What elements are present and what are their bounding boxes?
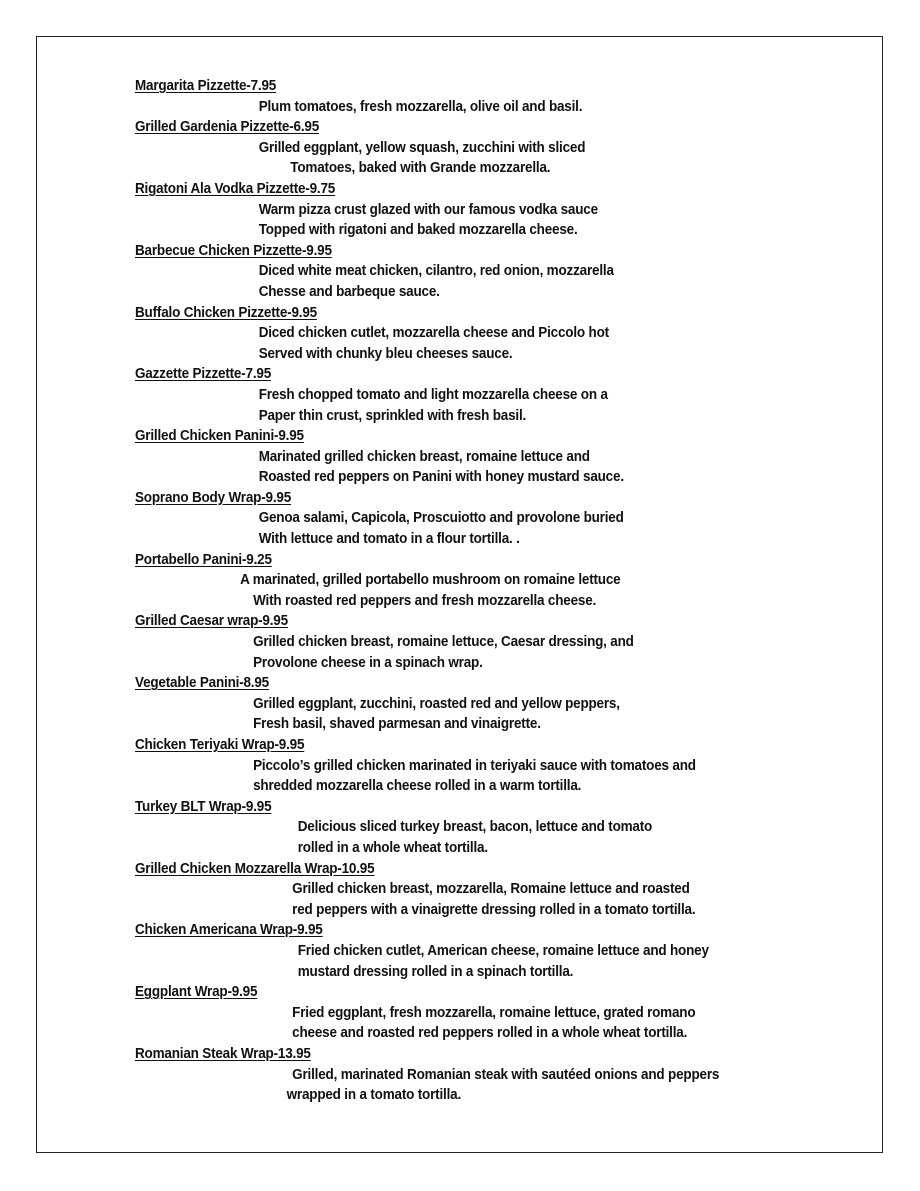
menu-item-description: Fried eggplant, fresh mozzarella, romaine lettuce, grated romano bbox=[292, 1004, 696, 1021]
menu-item-title: Buffalo Chicken Pizzette-9.95 bbox=[135, 304, 317, 321]
menu-item-description: Topped with rigatoni and baked mozzarella cheese. bbox=[258, 222, 578, 239]
menu-item-title: Barbecue Chicken Pizzette-9.95 bbox=[135, 242, 332, 259]
menu-item-buffalo-chicken-pizzette bbox=[135, 303, 835, 365]
menu-item-description: Diced chicken cutlet, mozzarella cheese and Piccolo hot bbox=[258, 325, 609, 342]
menu-item-description: Genoa salami, Capicola, Proscuiotto and provolone buried bbox=[258, 510, 624, 527]
menu-item-description: With lettuce and tomato in a flour tortilla. . bbox=[258, 531, 520, 548]
menu-item-title: Soprano Body Wrap-9.95 bbox=[135, 489, 292, 506]
menu-item-description: cheese and roasted red peppers rolled in a whole wheat tortilla. bbox=[292, 1025, 688, 1042]
menu-item-title: Rigatoni Ala Vodka Pizzette-9.75 bbox=[135, 180, 336, 197]
menu-item-description: A marinated, grilled portabello mushroom on romaine lettuce bbox=[240, 572, 621, 589]
menu-item-chicken-americana-wrap bbox=[135, 920, 835, 982]
menu-item-description: Tomatoes, baked with Grande mozzarella. bbox=[290, 160, 551, 177]
menu-item-eggplant-wrap bbox=[135, 982, 835, 1044]
menu-item-grilled-gardenia-pizzette bbox=[135, 117, 835, 179]
menu-item-description: Grilled eggplant, yellow squash, zucchini with sliced bbox=[258, 139, 586, 156]
menu-item-title: Grilled Chicken Mozzarella Wrap-10.95 bbox=[135, 860, 375, 877]
menu-item-grilled-chicken-panini bbox=[135, 426, 835, 488]
menu-item-title: Margarita Pizzette-7.95 bbox=[135, 78, 277, 94]
menu-item-description: With roasted red peppers and fresh mozzarella cheese. bbox=[253, 592, 597, 609]
menu-item-description: shredded mozzarella cheese rolled in a warm tortilla. bbox=[253, 778, 582, 795]
menu-item-title: Vegetable Panini-8.95 bbox=[135, 675, 270, 692]
menu-item-description: Provolone cheese in a spinach wrap. bbox=[253, 654, 483, 671]
menu-item-description: mustard dressing rolled in a spinach tortilla. bbox=[297, 963, 574, 980]
menu-item-description: Fresh chopped tomato and light mozzarella cheese on a bbox=[258, 386, 608, 403]
menu-item-description: Paper thin crust, sprinkled with fresh basil. bbox=[258, 407, 527, 424]
menu-item-description: red peppers with a vinaigrette dressing rolled in a tomato tortilla. bbox=[292, 901, 696, 918]
menu-item-romanian-steak-wrap bbox=[135, 1044, 835, 1106]
menu-item-title: Chicken Americana Wrap-9.95 bbox=[135, 922, 323, 939]
menu-item-gazzette-pizzette bbox=[135, 364, 835, 426]
menu-item-description: rolled in a whole wheat tortilla. bbox=[297, 839, 488, 856]
menu-item-description: Fresh basil, shaved parmesan and vinaigrette. bbox=[253, 716, 541, 733]
menu-item-vegetable-panini bbox=[135, 673, 835, 735]
menu-item-description: Grilled, marinated Romanian steak with sautéed onions and peppers bbox=[292, 1066, 720, 1083]
menu-item-grilled-caesar-wrap bbox=[135, 611, 835, 673]
menu-item-description: Diced white meat chicken, cilantro, red onion, mozzarella bbox=[258, 263, 614, 280]
menu-item-description: Grilled chicken breast, romaine lettuce, Caesar dressing, and bbox=[253, 634, 634, 651]
menu-item-description: Plum tomatoes, fresh mozzarella, olive oil and basil. bbox=[258, 98, 583, 115]
menu-item-title: Eggplant Wrap-9.95 bbox=[135, 984, 258, 1001]
menu-item-description: Roasted red peppers on Panini with honey mustard sauce. bbox=[258, 469, 624, 486]
menu-item-grilled-chicken-mozzarella-wrap bbox=[135, 859, 835, 921]
menu-item-portabello-panini bbox=[135, 550, 835, 612]
menu-item-description: Chesse and barbeque sauce. bbox=[258, 283, 440, 300]
menu-item-description: Grilled eggplant, zucchini, roasted red and yellow peppers, bbox=[253, 695, 620, 712]
menu-item-title: Grilled Chicken Panini-9.95 bbox=[135, 428, 304, 445]
menu-item-margarita-pizzette bbox=[135, 76, 835, 117]
menu-item-title: Portabello Panini-9.25 bbox=[135, 551, 272, 568]
menu-item-chicken-teriyaki-wrap bbox=[135, 735, 835, 797]
menu-item-title: Turkey BLT Wrap-9.95 bbox=[135, 798, 272, 815]
menu-item-description: Served with chunky bleu cheeses sauce. bbox=[258, 345, 513, 362]
menu-item-description: Warm pizza crust glazed with our famous vodka sauce bbox=[258, 201, 598, 218]
menu-item-description: Piccolo’s grilled chicken marinated in teriyaki sauce with tomatoes and bbox=[253, 757, 696, 774]
menu-item-description: Delicious sliced turkey breast, bacon, lettuce and tomato bbox=[297, 819, 653, 836]
menu-item-description: Fried chicken cutlet, American cheese, romaine lettuce and honey bbox=[297, 942, 709, 959]
menu-item-title: Grilled Gardenia Pizzette-6.95 bbox=[135, 119, 320, 136]
menu-item-description: Grilled chicken breast, mozzarella, Romaine lettuce and roasted bbox=[292, 881, 690, 898]
menu-item-turkey-blt-wrap bbox=[135, 797, 835, 859]
menu-item-barbecue-chicken-pizzette bbox=[135, 241, 835, 303]
menu-item-title: Gazzette Pizzette-7.95 bbox=[135, 366, 272, 383]
menu-item-rigatoni-vodka-pizzette bbox=[135, 179, 835, 241]
menu-item-description: wrapped in a tomato tortilla. bbox=[286, 1087, 462, 1104]
menu-item-title: Romanian Steak Wrap-13.95 bbox=[135, 1045, 311, 1062]
menu-item-soprano-body-wrap bbox=[135, 488, 835, 550]
menu-item-title: Grilled Caesar wrap-9.95 bbox=[135, 613, 288, 630]
menu-list bbox=[135, 76, 835, 1106]
menu-item-description: Marinated grilled chicken breast, romaine lettuce and bbox=[258, 448, 590, 465]
menu-item-title: Chicken Teriyaki Wrap-9.95 bbox=[135, 737, 305, 753]
